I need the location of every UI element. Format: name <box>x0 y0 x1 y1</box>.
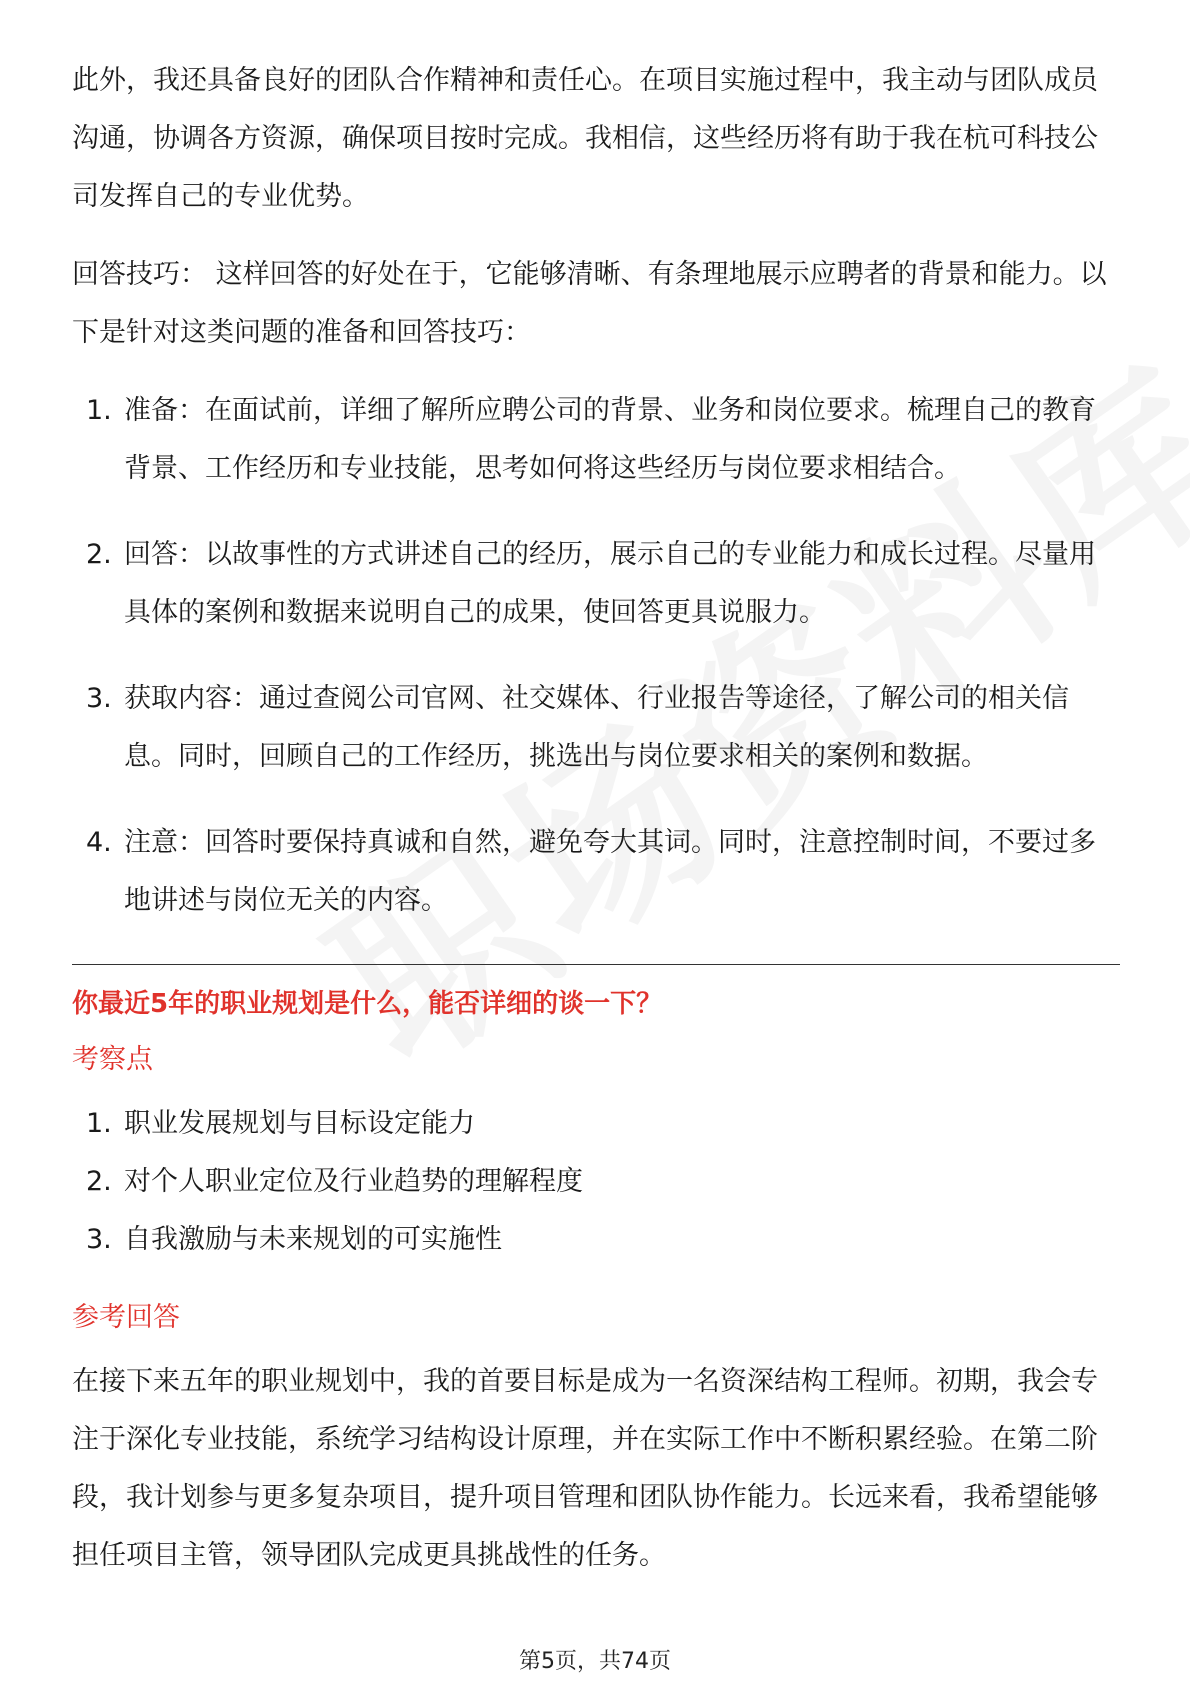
list-item <box>72 526 1120 642</box>
answer-paragraph: 在接下来五年的职业规划中，我的首要目标是成为一名资深结构工程师。初期，我会专注于深化专业技能，系统学习结构设计原理，并在实际工作中不断积累经验。在第二阶段，我计划参与更多复杂项目，提升项目管理和团队协作能力。长远来看，我希望能够担任项目主管，领导团队完成更具挑战性的任务。 <box>72 1366 1098 1571</box>
list-number: 2. <box>86 539 112 570</box>
list-number: 2. <box>86 1166 112 1197</box>
list-item <box>72 670 1120 786</box>
list-item-text: 获取内容：通过查阅公司官网、社交媒体、行业报告等途径，了解公司的相关信息。同时，回顾自己的工作经历，挑选出与岗位要求相关的案例和数据。 <box>124 683 1069 772</box>
list-item-text: 注意：回答时要保持真诚和自然，避免夸大其词。同时，注意控制时间，不要过多地讲述与岗位无关的内容。 <box>124 827 1096 916</box>
list-item <box>72 814 1120 930</box>
section-divider <box>72 964 1120 965</box>
list-item-text: 准备：在面试前，详细了解所应聘公司的背景、业务和岗位要求。梳理自己的教育背景、工作经历和专业技能，思考如何将这些经历与岗位要求相结合。 <box>124 395 1096 484</box>
list-number: 3. <box>86 1224 112 1255</box>
list-item <box>72 1211 1120 1269</box>
list-number: 3. <box>86 683 112 714</box>
focus-points-list <box>72 1095 1120 1269</box>
answer-heading: 参考回答 <box>72 1302 180 1333</box>
list-item <box>72 382 1120 498</box>
list-item <box>72 1095 1120 1153</box>
list-number: 4. <box>86 827 112 858</box>
tips-list <box>72 382 1120 930</box>
list-item-text: 对个人职业定位及行业趋势的理解程度 <box>124 1166 583 1197</box>
focus-heading: 考察点 <box>72 1044 153 1075</box>
content <box>72 52 1120 1605</box>
page-footer: 第5页，共74页 <box>519 1649 671 1674</box>
list-number: 1. <box>86 1108 112 1139</box>
tips-paragraph: 回答技巧： 这样回答的好处在于，它能够清晰、有条理地展示应聘者的背景和能力。以下是针对这类问题的准备和回答技巧： <box>72 259 1107 348</box>
list-item-text: 自我激励与未来规划的可实施性 <box>124 1224 502 1255</box>
list-item-text: 回答：以故事性的方式讲述自己的经历，展示自己的专业能力和成长过程。尽量用具体的案例和数据来说明自己的成果，使回答更具说服力。 <box>124 539 1096 628</box>
list-item-text: 职业发展规划与目标设定能力 <box>124 1108 475 1139</box>
list-item <box>72 1153 1120 1211</box>
intro-paragraph: 此外，我还具备良好的团队合作精神和责任心。在项目实施过程中，我主动与团队成员沟通，协调各方资源，确保项目按时完成。我相信，这些经历将有助于我在杭可科技公司发挥自己的专业优势。 <box>72 65 1098 212</box>
list-number: 1. <box>86 395 112 426</box>
question-heading: 你最近5年的职业规划是什么，能否详细的谈一下？ <box>72 989 663 1019</box>
